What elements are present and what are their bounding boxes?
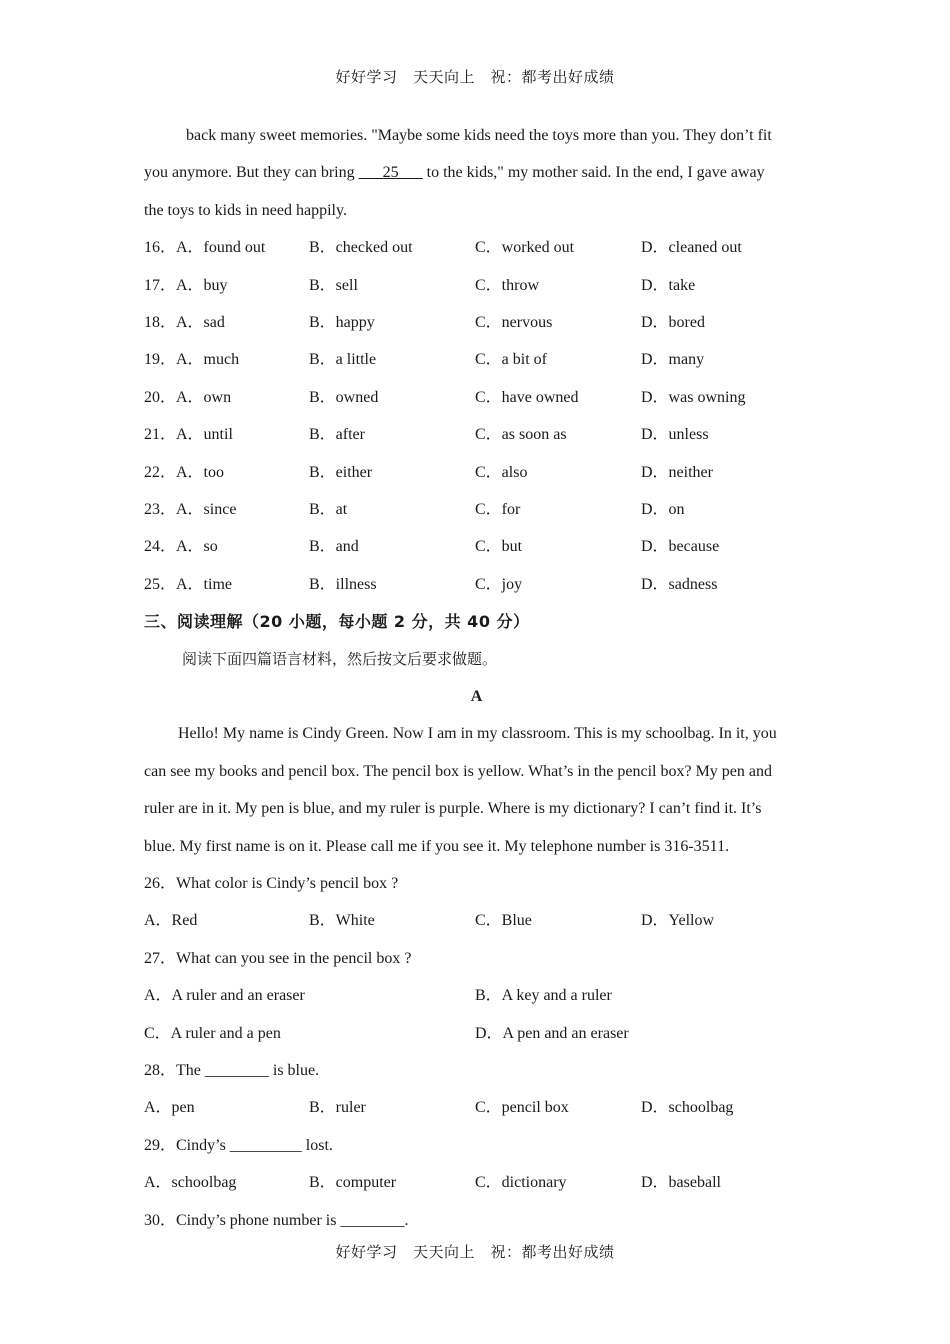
cloze-row-17 xyxy=(144,267,809,304)
option-a: 20．A．own xyxy=(144,388,232,406)
option-d: D．cleaned out xyxy=(641,239,742,257)
option-a: 21．A．until xyxy=(144,426,233,444)
cloze-row-19 xyxy=(144,341,809,378)
blank-25: ___25___ xyxy=(358,164,423,182)
option-c: C．but xyxy=(475,538,523,556)
option-b: B．checked out xyxy=(309,239,413,257)
question-options xyxy=(144,902,809,939)
option-a: 22．A．too xyxy=(144,463,225,481)
option-c: C．have owned xyxy=(475,388,579,406)
passage-line: ruler are in it. My pen is blue, and my ruler is purple. Where is my dictionary? I can’t find it. It’s xyxy=(144,800,762,818)
passage-line: can see my books and pencil box. The pencil box is yellow. What’s in the pencil box? My pen and xyxy=(144,762,773,780)
option-c: C．dictionary xyxy=(475,1174,567,1192)
option-d: D．neither xyxy=(641,463,713,481)
cloze-row-22 xyxy=(144,454,809,491)
option-d: D．Yellow xyxy=(641,912,715,930)
cloze-row-24 xyxy=(144,528,809,565)
passage-line: Hello! My name is Cindy Green. Now I am in my classroom. This is my schoolbag. In it, you xyxy=(178,725,777,743)
option-c: C．worked out xyxy=(475,239,575,257)
passage-text: you anymore. But they can bring xyxy=(144,164,359,182)
option-d: D．A pen and an eraser xyxy=(475,1024,629,1042)
section-title: 三、阅读理解（20 小题，每小题 2 分，共 40 分） xyxy=(144,612,530,632)
option-c: C．joy xyxy=(475,575,523,593)
option-a: 25．A．time xyxy=(144,575,232,593)
option-d: D．on xyxy=(641,500,685,518)
cloze-options xyxy=(144,229,809,603)
option-b: B．a little xyxy=(309,351,377,369)
cloze-row-16 xyxy=(144,229,809,266)
option-b: B．A key and a ruler xyxy=(475,987,612,1005)
option-a: A．pen xyxy=(144,1099,195,1117)
cloze-row-21 xyxy=(144,416,809,453)
option-c: C．also xyxy=(475,463,528,481)
page-footer: 好好学习 天天向上 祝：都考出好成绩 xyxy=(335,1243,615,1261)
option-d: D．sadness xyxy=(641,575,718,593)
passage-line xyxy=(144,154,809,191)
question-stem: 29．Cindy’s _________ lost. xyxy=(144,1136,333,1154)
question-stem: 27．What can you see in the pencil box ? xyxy=(144,949,412,967)
option-b: B．White xyxy=(309,912,375,930)
option-c: C．pencil box xyxy=(475,1099,569,1117)
option-c: C．a bit of xyxy=(475,351,547,369)
cloze-row-18 xyxy=(144,304,809,341)
option-a: 23．A．since xyxy=(144,500,237,518)
option-d: D．unless xyxy=(641,426,709,444)
passage-text: to the kids," my mother said. In the end, I gave away xyxy=(422,164,765,182)
option-a: A．schoolbag xyxy=(144,1174,237,1192)
option-c: C．for xyxy=(475,500,521,518)
passage-line: back many sweet memories. "Maybe some kids need the toys more than you. They don’t fit xyxy=(186,127,772,144)
cloze-row-23 xyxy=(144,491,809,528)
option-d: D．baseball xyxy=(641,1174,721,1192)
option-d: D．take xyxy=(641,276,696,294)
question-stem: 26．What color is Cindy’s pencil box ? xyxy=(144,874,399,892)
page-header: 好好学习 天天向上 祝：都考出好成绩 xyxy=(335,68,615,86)
question-stem: 30．Cindy’s phone number is ________. xyxy=(144,1211,409,1229)
option-b: B．after xyxy=(309,426,365,444)
option-c: C．nervous xyxy=(475,314,553,331)
passage-line: the toys to kids in need happily. xyxy=(144,201,347,219)
option-b: B．happy xyxy=(309,314,375,331)
option-c: C．A ruler and a pen xyxy=(144,1024,281,1042)
option-a: 17．A．buy xyxy=(144,276,228,294)
option-b: B．owned xyxy=(309,388,379,406)
question-options xyxy=(144,1089,809,1126)
option-b: B．either xyxy=(309,463,373,481)
option-c: C．throw xyxy=(475,276,540,294)
question-stem: 28．The ________ is blue. xyxy=(144,1061,320,1079)
question-options xyxy=(144,977,809,1014)
option-b: B．and xyxy=(309,538,359,556)
option-a: 24．A．so xyxy=(144,538,218,556)
cloze-row-20 xyxy=(144,379,809,416)
option-c: C．Blue xyxy=(475,912,532,930)
option-a: 16．A．found out xyxy=(144,239,266,257)
option-b: B．illness xyxy=(309,575,377,593)
option-a: A．A ruler and an eraser xyxy=(144,987,305,1005)
option-d: D．schoolbag xyxy=(641,1099,734,1117)
option-d: D．because xyxy=(641,538,720,556)
option-d: D．was owning xyxy=(641,388,746,406)
cloze-row-25 xyxy=(144,566,809,603)
section-instruction: 阅读下面四篇语言材料，然后按文后要求做题。 xyxy=(182,649,498,668)
option-a: A．Red xyxy=(144,912,198,930)
option-a: 18．A．sad xyxy=(144,314,225,331)
option-b: B．computer xyxy=(309,1174,397,1192)
page-content xyxy=(144,117,809,1239)
option-a: 19．A．much xyxy=(144,351,240,369)
passage-line: blue. My first name is on it. Please call me if you see it. My telephone number is 316-3511. xyxy=(144,837,730,855)
option-b: B．ruler xyxy=(309,1099,366,1117)
option-b: B．sell xyxy=(309,276,358,294)
question-options xyxy=(144,1015,809,1052)
option-b: B．at xyxy=(309,500,348,518)
option-d: D．many xyxy=(641,351,705,369)
question-options xyxy=(144,1164,809,1201)
option-c: C．as soon as xyxy=(475,426,567,444)
passage-label: A xyxy=(470,687,483,705)
option-d: D．bored xyxy=(641,314,705,331)
